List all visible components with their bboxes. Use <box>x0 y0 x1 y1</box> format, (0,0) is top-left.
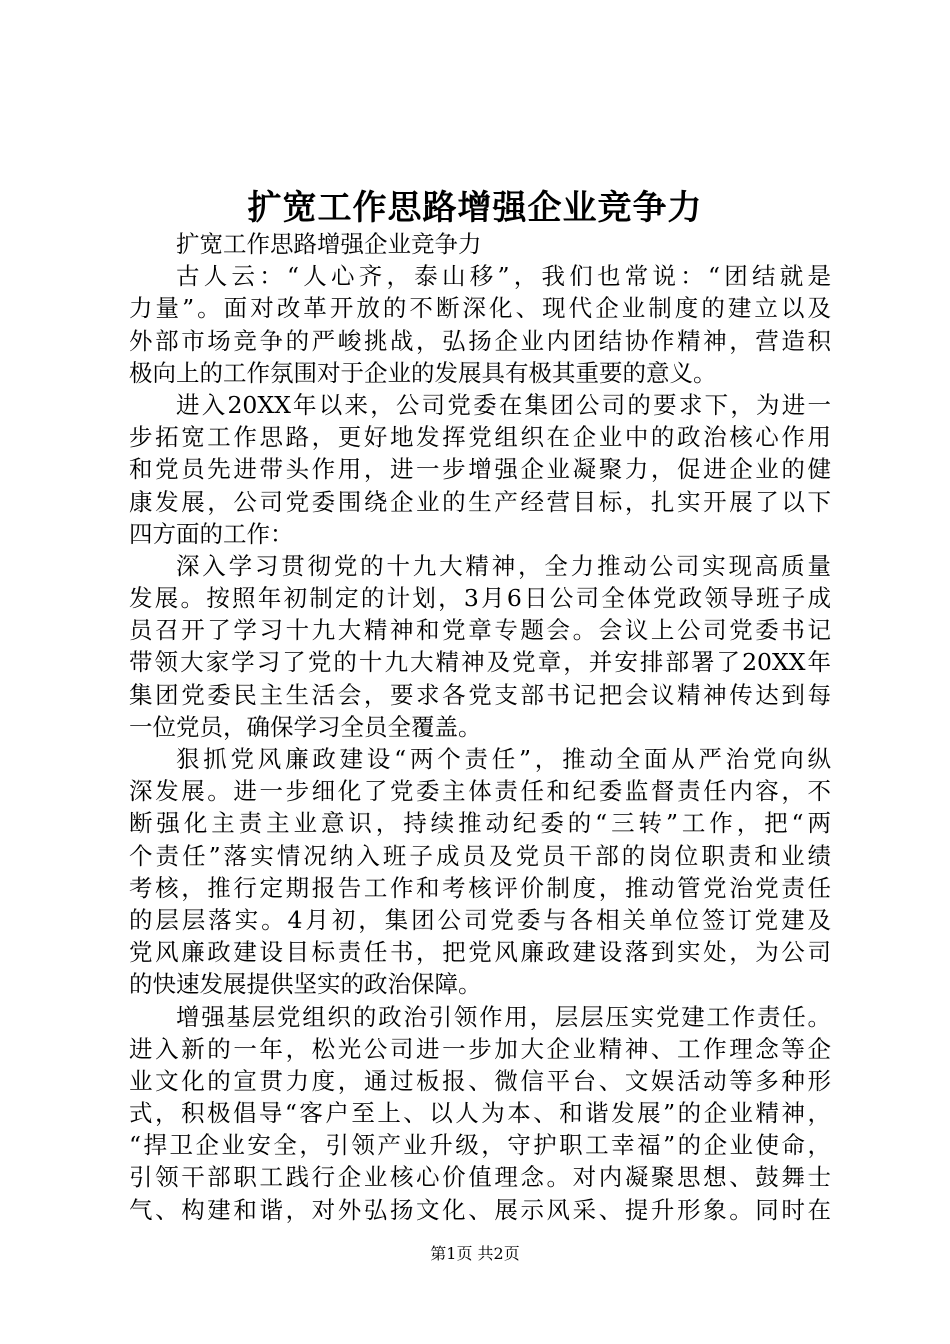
text-line: 进入20XX年以来，公司党委在集团公司的要求下，为进一 <box>176 390 831 419</box>
text-line: 外部市场竞争的严峻挑战，弘扬企业内团结协作精神，营造积 <box>129 326 831 355</box>
text-line: 增强基层党组织的政治引领作用，层层压实党建工作责任。 <box>176 1002 831 1031</box>
text-line: 极向上的工作氛围对于企业的发展具有极其重要的意义。 <box>129 358 717 387</box>
text-line: 发展。按照年初制定的计划，3月6日公司全体党政领导班子成 <box>129 584 831 613</box>
text-line: 断强化主责主业意识，持续推动纪委的“三转”工作，把“两 <box>129 809 831 838</box>
text-line: 业文化的宣贯力度，通过板报、微信平台、文娱活动等多种形 <box>129 1066 831 1095</box>
text-line: 一位党员，确保学习全员全覆盖。 <box>129 712 482 741</box>
text-line: “捍卫企业安全，引领产业升级，守护职工幸福”的企业使命， <box>129 1131 831 1160</box>
document-title: 扩宽工作思路增强企业竞争力 <box>247 188 703 228</box>
text-line: 的层层落实。4月初，集团公司党委与各相关单位签订党建及 <box>129 905 831 934</box>
text-line: 步拓宽工作思路，更好地发挥党组织在企业中的政治核心作用 <box>129 423 831 452</box>
text-line: 气、构建和谐，对外弘扬文化、展示风采、提升形象。同时在 <box>129 1195 831 1224</box>
page-footer: 第1页 共2页 <box>430 1244 520 1263</box>
text-line: 深入学习贯彻党的十九大精神，全力推动公司实现高质量 <box>176 551 831 580</box>
text-line: 个责任”落实情况纳入班子成员及党员干部的岗位职责和业绩 <box>129 841 831 870</box>
text-line: 党风廉政建设目标责任书，把党风廉政建设落到实处，为公司 <box>129 938 831 967</box>
text-line: 康发展，公司党委围绕企业的生产经营目标，扎实开展了以下 <box>129 487 831 516</box>
text-line: 引领干部职工践行企业核心价值理念。对内凝聚思想、鼓舞士 <box>129 1163 831 1192</box>
text-line: 的快速发展提供坚实的政治保障。 <box>129 970 482 999</box>
text-line: 四方面的工作： <box>129 519 294 548</box>
text-line: 力量”。面对改革开放的不断深化、现代企业制度的建立以及 <box>129 294 831 323</box>
text-line: 式，积极倡导“客户至上、以人为本、和谐发展”的企业精神， <box>129 1099 831 1128</box>
text-line: 员召开了学习十九大精神和党章专题会。会议上公司党委书记 <box>129 616 831 645</box>
text-line: 古人云：“人心齐，泰山移”，我们也常说：“团结就是 <box>176 262 831 291</box>
text-line: 扩宽工作思路增强企业竞争力 <box>176 230 482 258</box>
text-line: 带领大家学习了党的十九大精神及党章，并安排部署了20XX年 <box>129 648 831 677</box>
text-line: 考核，推行定期报告工作和考核评价制度，推动管党治党责任 <box>129 873 831 902</box>
text-line: 狠抓党风廉政建设“两个责任”，推动全面从严治党向纵 <box>176 745 831 773</box>
text-line: 集团党委民主生活会，要求各党支部书记把会议精神传达到每 <box>129 680 831 709</box>
text-line: 和党员先进带头作用，进一步增强企业凝聚力，促进企业的健 <box>129 455 831 484</box>
text-line: 深发展。进一步细化了党委主体责任和纪委监督责任内容，不 <box>129 777 831 806</box>
document-body <box>129 228 831 1226</box>
text-line: 进入新的一年，松光公司进一步加大企业精神、工作理念等企 <box>129 1034 831 1063</box>
